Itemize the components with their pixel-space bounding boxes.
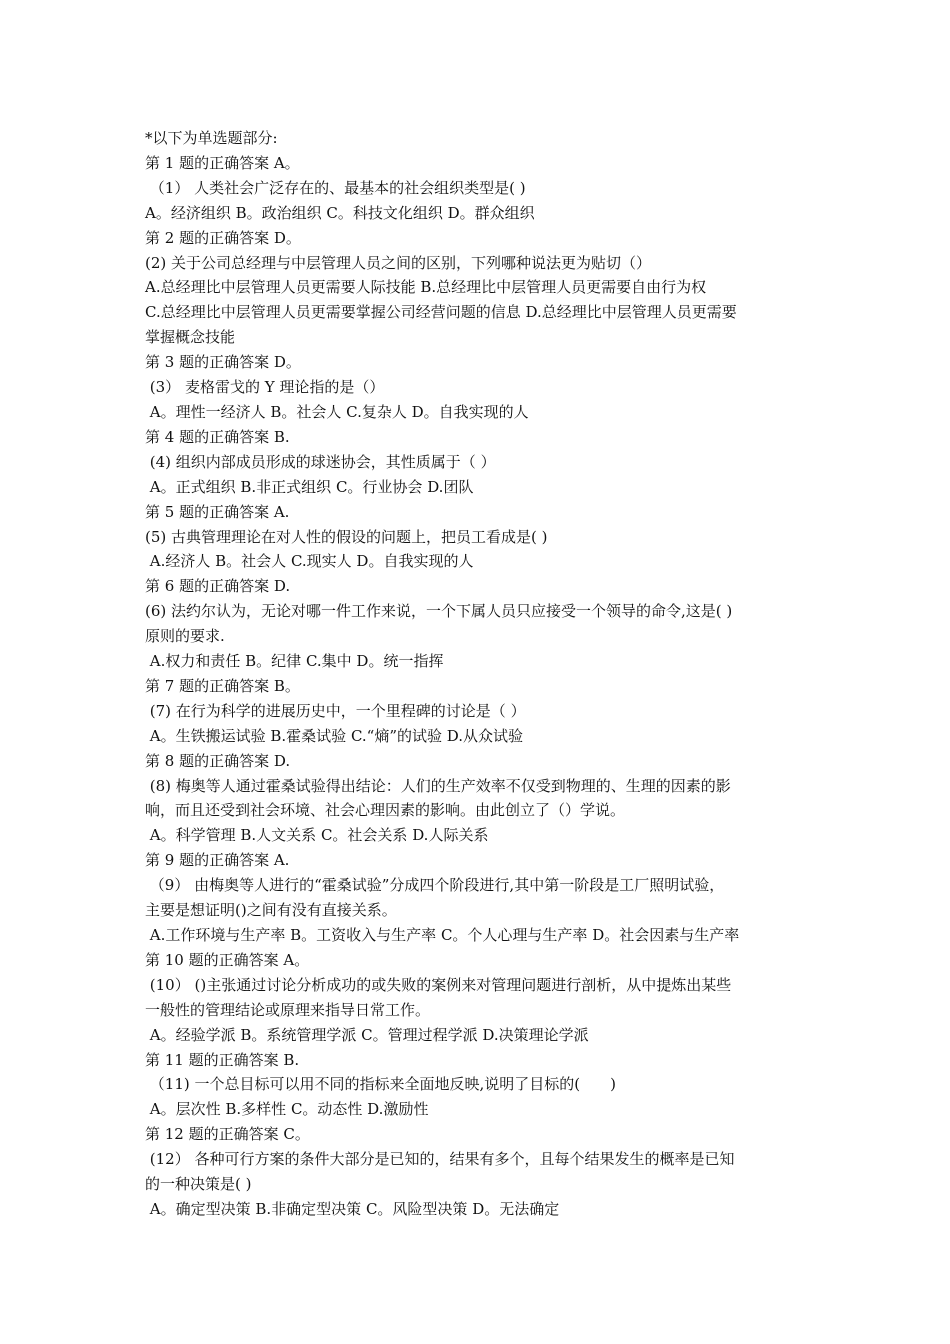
options-q9: A.工作环境与生产率 B。工资收入与生产率 C。个人心理与生产率 D。社会因素与生产率 <box>145 926 740 944</box>
answer-line-q8: 第 8 题的正确答案 D. <box>145 751 291 770</box>
question-q9-line1: （9） 由梅奥等人进行的“霍桑试验”分成四个阶段进行,其中第一阶段是工厂照明试验， <box>145 876 725 895</box>
question-q11: （11) 一个总目标可以用不同的指标来全面地反映,说明了目标的( ) <box>145 1075 616 1094</box>
question-q12-line2: 的一种决策是( ) <box>145 1175 252 1194</box>
options-q2-line3: 掌握概念技能 <box>145 328 236 347</box>
answer-line-q6: 第 6 题的正确答案 D. <box>145 577 291 596</box>
question-q12-line1: (12） 各种可行方案的条件大部分是已知的，结果有多个，且每个结果发生的概率是已知 <box>145 1150 735 1169</box>
answer-line-q1: 第 1 题的正确答案 A。 <box>145 153 300 172</box>
answer-line-q10: 第 10 题的正确答案 A。 <box>145 950 310 969</box>
question-q2: (2) 关于公司总经理与中层管理人员之间的区别，下列哪种说法更为贴切（） <box>145 253 652 272</box>
question-q8-line1: (8) 梅奥等人通过霍桑试验得出结论：人们的生产效率不仅受到物理的、生理的因素的影 <box>145 776 731 795</box>
options-q7: A。生铁搬运试验 B.霍桑试验 C.“熵”的试验 D.从众试验 <box>145 726 524 745</box>
answer-line-q5: 第 5 题的正确答案 A. <box>145 502 290 521</box>
options-q10: A。经验学派 B。系统管理学派 C。管理过程学派 D.决策理论学派 <box>145 1025 589 1044</box>
document-page <box>145 126 815 1222</box>
options-q8: A。科学管理 B.人文关系 C。社会关系 D.人际关系 <box>145 826 489 845</box>
question-q10-line2: 一般性的管理结论或原理来指导日常工作。 <box>145 1000 431 1019</box>
options-q6: A.权力和责任 B。纪律 C.集中 D。统一指挥 <box>145 652 444 671</box>
answer-line-q3: 第 3 题的正确答案 D。 <box>145 353 301 372</box>
options-q3: A。理性一经济人 B。社会人 C.复杂人 D。自我实现的人 <box>145 402 529 421</box>
options-q2-line1: A.总经理比中层管理人员更需要人际技能 B.总经理比中层管理人员更需要自由行为权 <box>145 278 707 297</box>
options-q5: A.经济人 B。社会人 C.现实人 D。自我实现的人 <box>145 552 474 571</box>
answer-line-q2: 第 2 题的正确答案 D。 <box>145 228 301 247</box>
question-q7: (7) 在行为科学的进展历史中，一个里程碑的讨论是（ ） <box>145 701 526 720</box>
answer-line-q11: 第 11 题的正确答案 B. <box>145 1050 300 1069</box>
options-q11: A。层次性 B.多样性 C。动态性 D.激励性 <box>145 1100 429 1119</box>
question-q6-line1: (6) 法约尔认为，无论对哪一件工作来说，一个下属人员只应接受一个领导的命令,这是( ) <box>145 602 733 621</box>
answer-line-q7: 第 7 题的正确答案 B。 <box>145 676 300 695</box>
question-q10-line1: (10） ()主张通过讨论分析成功的或失败的案例来对管理问题进行剖析，从中提炼出某些 <box>145 975 732 994</box>
answer-line-q12: 第 12 题的正确答案 C。 <box>145 1125 310 1144</box>
options-q2-line2: C.总经理比中层管理人员更需要掌握公司经营问题的信息 D.总经理比中层管理人员更需要 <box>145 303 737 322</box>
options-q1: A。经济组织 B。政治组织 C。科技文化组织 D。群众组织 <box>145 203 535 222</box>
question-q1: （1） 人类社会广泛存在的、最基本的社会组织类型是( ) <box>145 178 526 197</box>
question-q8-line2: 响，而且还受到社会环境、社会心理因素的影响。由此创立了（）学说。 <box>145 801 626 820</box>
question-q6-line2: 原则的要求. <box>145 627 225 646</box>
options-q12: A。确定型决策 B.非确定型决策 C。风险型决策 D。无法确定 <box>145 1199 560 1218</box>
section-heading: *以下为单选题部分: <box>145 129 278 147</box>
question-q5: (5) 古典管理理论在对人性的假设的问题上，把员工看成是( ) <box>145 527 548 546</box>
answer-line-q9: 第 9 题的正确答案 A. <box>145 851 290 870</box>
question-q9-line2: 主要是想证明()之间有没有直接关系。 <box>145 901 397 920</box>
question-q4: (4) 组织内部成员形成的球迷协会，其性质属于（ ） <box>145 452 496 471</box>
options-q4: A。正式组织 B.非正式组织 C。行业协会 D.团队 <box>145 477 474 496</box>
question-q3: (3） 麦格雷戈的 Y 理论指的是（） <box>145 378 385 397</box>
answer-line-q4: 第 4 题的正确答案 B. <box>145 427 290 446</box>
